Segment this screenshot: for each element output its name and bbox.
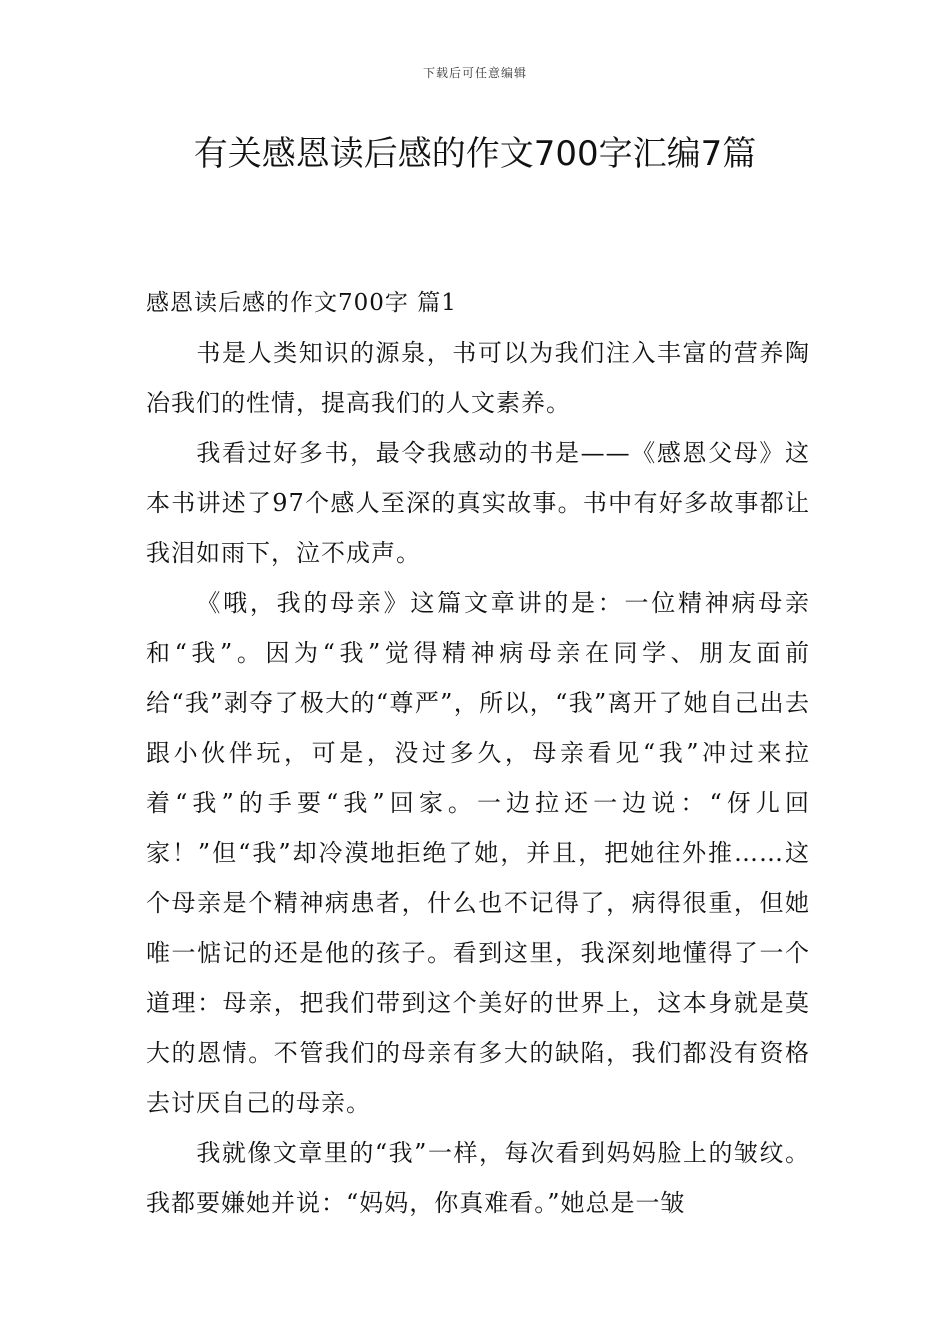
document-body [146, 278, 810, 1228]
document-title: 有关感恩读后感的作文700字汇编7篇 [193, 134, 757, 174]
paragraph-4: 我就像文章里的“我”一样，每次看到妈妈脸上的皱纹。我都要嫌她并说：“妈妈，你真难看。”她总是一皱 [146, 1139, 810, 1217]
paragraph-3: 《哦，我的母亲》这篇文章讲的是：一位精神病母亲和“我”。因为“我”觉得精神病母亲在同学、朋友面前给“我”剥夺了极大的“尊严”，所以，“我”离开了她自己出去跟小伙伴玩，可是，没过多久，母亲看见“我”冲过来拉着“我”的手要“我”回家。一边拉还一边说：“伢儿回家！”但“我”却冷漠地拒绝了她，并且，把她往外推……这个母亲是个精神病患者，什么也不记得了，病得很重，但她唯一惦记的还是他的孩子。看到这里，我深刻地懂得了一个道理：母亲，把我们带到这个美好的世界上，这本身就是莫大的恩情。不管我们的母亲有多大的缺陷，我们都没有资格去讨厌自己的母亲。 [146, 589, 810, 1117]
page-header-note: 下载后可任意编辑 [422, 66, 527, 80]
paragraph-1: 书是人类知识的源泉，书可以为我们注入丰富的营养陶冶我们的性情，提高我们的人文素养。 [146, 339, 810, 417]
section-heading: 感恩读后感的作文700字 篇1 [146, 290, 457, 316]
paragraph-2: 我看过好多书，最令我感动的书是——《感恩父母》这本书讲述了97个感人至深的真实故事。书中有好多故事都让我泪如雨下，泣不成声。 [146, 439, 810, 567]
